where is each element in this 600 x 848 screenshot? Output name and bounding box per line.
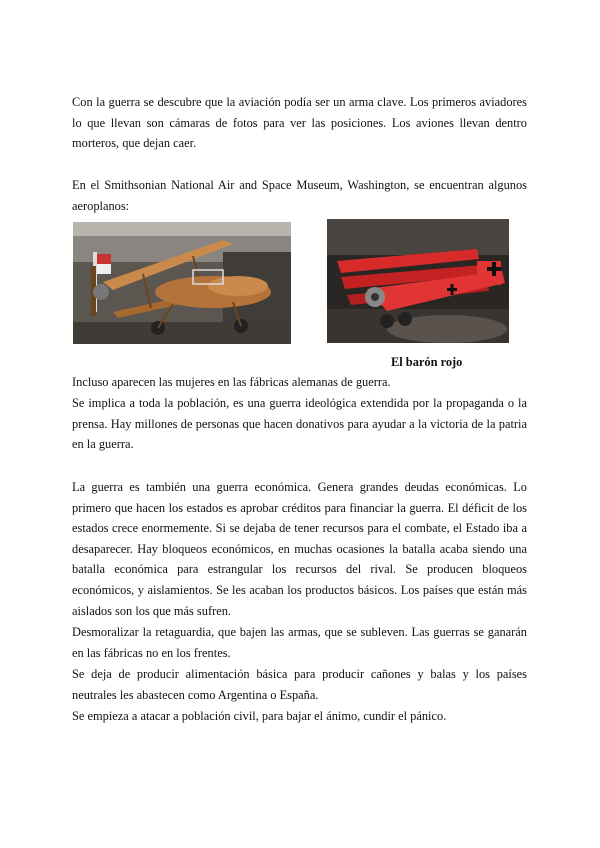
paragraph-civilians: Se empieza a atacar a población civil, para bajar el ánimo, cundir el pánico.	[72, 709, 447, 723]
paragraph-demoralize: Desmoralizar la retaguardia, que bajen las armas, que se subleven. Las guerras se ganarán en las fábricas no en los frentes.	[72, 625, 527, 660]
paragraph-museum: En el Smithsonian National Air and Space Museum, Washington, se encuentran algunos aeroplanos:	[72, 178, 527, 213]
paragraph-production: Se deja de producir alimentación básica para producir cañones y balas y los países neutrales les abastecen como Argentina o España.	[72, 667, 527, 702]
paragraph-economic-war: La guerra es también una guerra económica. Genera grandes deudas económicas. Lo primero que hacen los estados es aprobar créditos para financiar la guerra. El déficit de los estados crece enormemente. Si se dejaba de tener recursos para el combate, el Estado iba a desaparecer. Hay bloqueos económicos, en muchas ocasiones la batalla acaba siendo una batalla económica para estrangular los recursos del rival. Se producen bloqueos económicos, y aislamientos. Se les acaban los productos básicos. Los países que están más aislados son los que más sufren.	[72, 480, 527, 618]
paragraph-women: Incluso aparecen las mujeres en las fábricas alemanas de guerra.	[72, 375, 391, 389]
paragraph-population: Se implica a toda la población, es una guerra ideológica extendida por la propaganda o la prensa. Hay millones de personas que hacen donativos para ayudar a la victoria de la patria en la guerra.	[72, 396, 527, 452]
photo-caption: El barón rojo	[391, 355, 463, 369]
museum-aeroplane-photo	[73, 222, 291, 344]
paragraph-aviation: Con la guerra se descubre que la aviación podía ser un arma clave. Los primeros aviadores lo que llevan son cámaras de fotos para ver las posiciones. Los aviones llevan dentro morteros, que dejan caer.	[72, 95, 527, 151]
red-baron-photo	[327, 219, 509, 343]
